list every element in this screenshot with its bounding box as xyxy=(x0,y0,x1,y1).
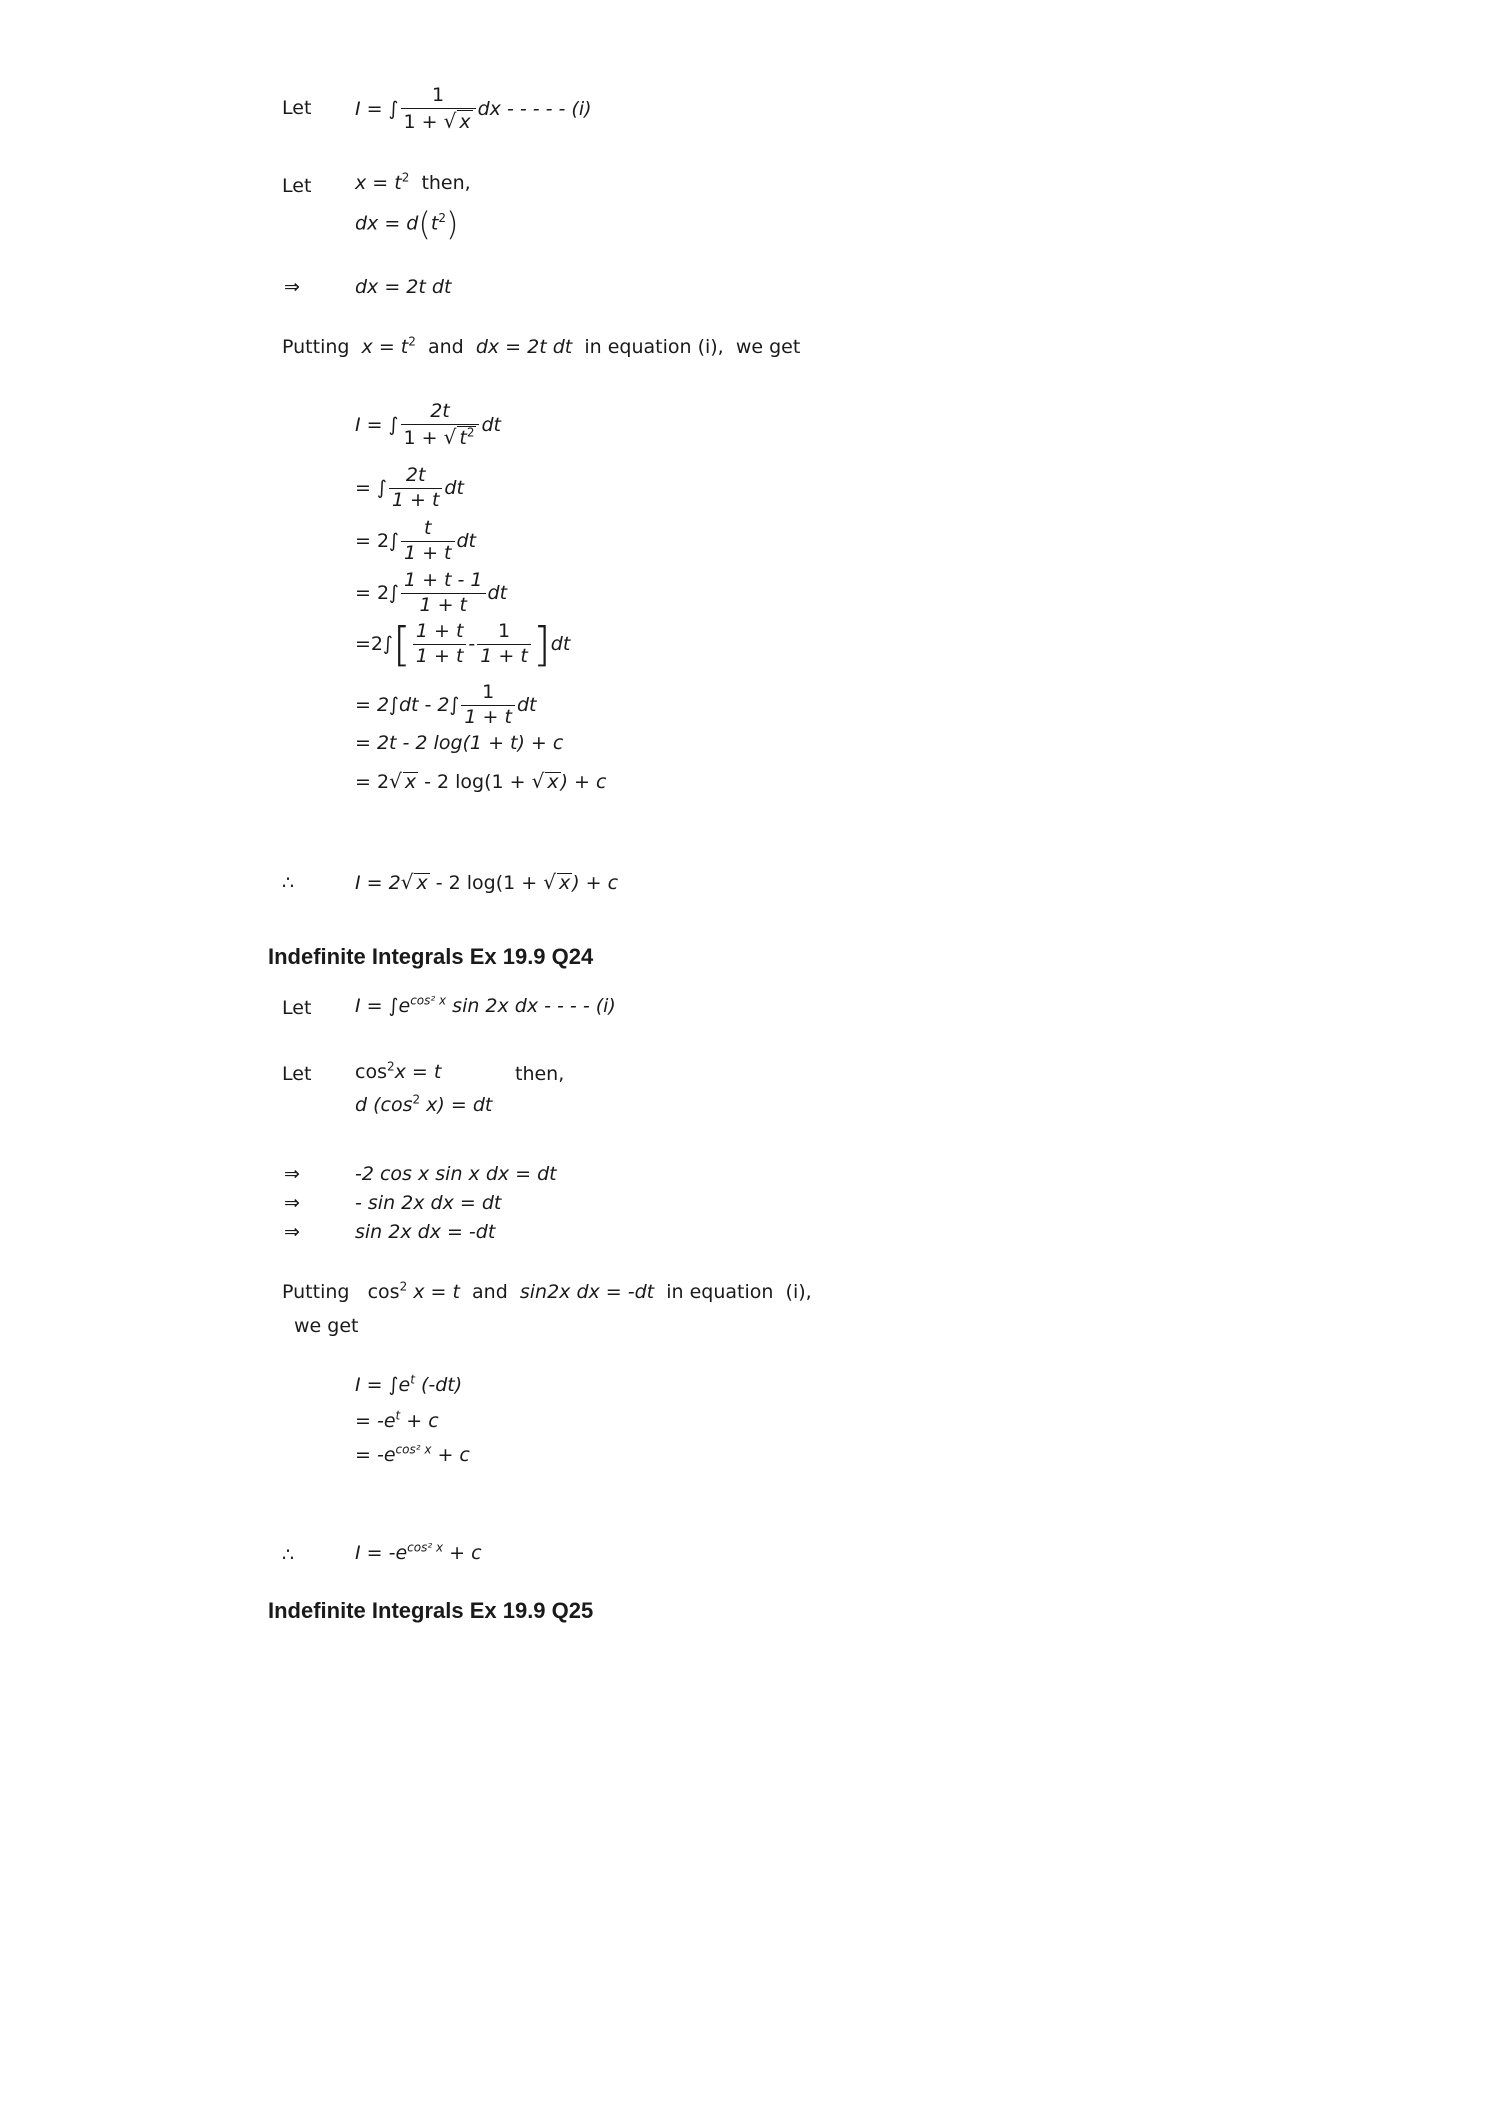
section-heading-q24: Indefinite Integrals Ex 19.9 Q24 xyxy=(268,944,594,969)
integral-definition: I = ∫ $\frac{1}{1 + √ x}$ dx - - - - - (i) xyxy=(355,84,592,133)
let-label: Let xyxy=(282,175,312,197)
integral-definition: $I = \int e^{cos^2 x}$ sin 2x dx - - - - (i) xyxy=(355,993,616,1017)
let-label: Let xyxy=(282,1063,312,1085)
step-3: = 2∫ $\frac{t}{1 + t}$ dt xyxy=(355,517,477,564)
final-answer: I = 2√ x - 2 log(1 + √ x ) + c xyxy=(355,870,619,894)
fraction: $\frac{1}{1 + √ x}$ xyxy=(401,84,476,135)
substitution-line: $\cos^2x = t$ xyxy=(355,1059,442,1083)
step-4: = 2∫ $\frac{1 + t - 1}{1 + t}$ dt xyxy=(355,569,508,616)
step-1: I = ∫ $\frac{2t}{1 + √ t^2}$ dt xyxy=(355,400,501,449)
implies-arrow: ⇒ xyxy=(284,1221,300,1243)
derivation-2: - sin 2x dx = dt xyxy=(355,1192,502,1214)
differential-result: dx = 2t dt xyxy=(355,276,452,298)
step-6: = 2∫dt - 2∫ $\frac{1}{1 + t}$ dt xyxy=(355,681,537,728)
implies-arrow: ⇒ xyxy=(284,1192,300,1214)
therefore-symbol: ∴ xyxy=(282,1544,295,1566)
implies-arrow: ⇒ xyxy=(284,1163,300,1185)
differential-line: d ($\cos^2$ x) = dt xyxy=(355,1092,493,1116)
step-2: = ∫ $\frac{2t}{1 + t}$ dt xyxy=(355,464,464,511)
step-1: $I = \int e^t$ (-dt) xyxy=(355,1372,463,1396)
therefore-symbol: ∴ xyxy=(282,872,295,894)
step-2: = $-e^t + c$ xyxy=(355,1408,439,1432)
step-7: = 2t - 2 log(1 + t) + c xyxy=(355,732,564,754)
putting-sentence: Putting $x = t^2$ and dx = 2t dt in equation (i), we get xyxy=(282,334,801,358)
differential-line: dx = $d(t^2)$ xyxy=(355,205,459,243)
then-label: then, xyxy=(515,1063,565,1085)
step-8: = 2√ x - 2 log(1 + √ x ) + c xyxy=(355,769,607,793)
section-heading-q25: Indefinite Integrals Ex 19.9 Q25 xyxy=(268,1598,594,1623)
step-3: = $-e^{cos^2 x} + c$ xyxy=(355,1442,470,1466)
we-get-text: we get xyxy=(294,1315,359,1337)
putting-sentence: Putting $\cos^2 x = t$ and sin2x dx = -dt in equation (i), xyxy=(282,1279,812,1303)
step-5: =2∫[ $\frac{1 + t}{1 + t}$ - $\frac{1}{1 + t}$ ]dt xyxy=(355,617,571,672)
let-label: Let xyxy=(282,997,312,1019)
substitution-line: $x = t^2$ then, xyxy=(355,170,471,194)
implies-arrow: ⇒ xyxy=(284,276,300,298)
derivation-3: sin 2x dx = -dt xyxy=(355,1221,496,1243)
derivation-1: -2 cos x sin x dx = dt xyxy=(355,1163,557,1185)
let-label: Let xyxy=(282,97,312,119)
final-answer: $I = -e^{cos^2 x} + c$ xyxy=(355,1540,482,1564)
